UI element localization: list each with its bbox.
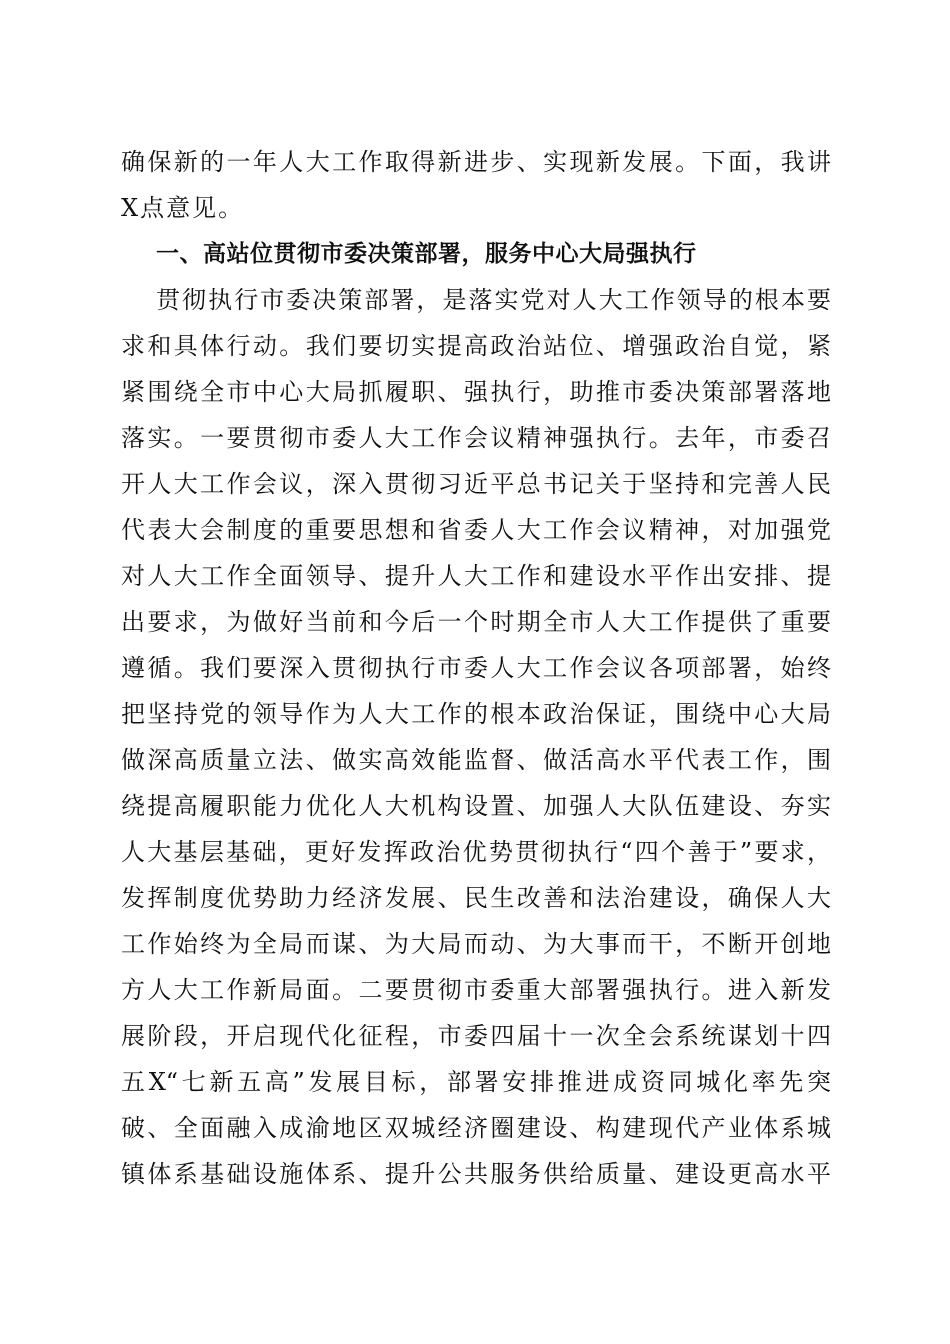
body-text-line: 方人大工作新局面。二要贯彻市委重大部署强执行。进入新发 xyxy=(121,976,831,1004)
body-text-line: X点意见。 xyxy=(121,194,245,222)
body-text-line: 出要求，为做好当前和今后一个时期全市人大工作提供了重要 xyxy=(121,608,831,636)
body-text-line: 破、全面融入成渝地区双城经济圈建设、构建现代产业体系城 xyxy=(121,1114,831,1142)
body-text-line: 对人大工作全面领导、提升人大工作和建设水平作出安排、提 xyxy=(121,562,831,590)
section-heading: 一、高站位贯彻市委决策部署，服务中心大局强执行 xyxy=(156,241,697,267)
body-text-line: 代表大会制度的重要思想和省委人大工作会议精神，对加强党 xyxy=(121,516,831,544)
body-text-line: 把坚持党的领导作为人大工作的根本政治保证，围绕中心大局 xyxy=(121,700,831,728)
body-text-line: 遵循。我们要深入贯彻执行市委人大工作会议各项部署，始终 xyxy=(121,654,831,682)
body-text-line: 工作始终为全局而谋、为大局而动、为大事而干，不断开创地 xyxy=(121,930,831,958)
body-text-line: 紧围绕全市中心大局抓履职、强执行，助推市委决策部署落地 xyxy=(121,378,831,406)
body-text-line: 展阶段，开启现代化征程，市委四届十一次全会系统谋划十四 xyxy=(121,1022,831,1050)
body-text-line: 镇体系基础设施体系、提升公共服务供给质量、建设更高水平 xyxy=(121,1160,831,1188)
body-text-line: 做深高质量立法、做实高效能监督、做活高水平代表工作，围 xyxy=(121,746,831,774)
body-text-line: 人大基层基础，更好发挥政治优势贯彻执行“四个善于”要求， xyxy=(121,838,831,866)
body-text-line: 求和具体行动。我们要切实提高政治站位、增强政治自觉，紧 xyxy=(121,332,831,360)
body-text-line: 开人大工作会议，深入贯彻习近平总书记关于坚持和完善人民 xyxy=(121,470,831,498)
body-text-line: 五X“七新五高”发展目标，部署安排推进成资同城化率先突 xyxy=(121,1068,831,1096)
body-text-line: 落实。一要贯彻市委人大工作会议精神强执行。去年，市委召 xyxy=(121,424,831,452)
body-text-line: 发挥制度优势助力经济发展、民生改善和法治建设，确保人大 xyxy=(121,884,831,912)
body-text-line: 贯彻执行市委决策部署，是落实党对人大工作领导的根本要 xyxy=(156,286,831,314)
body-text-line: 确保新的一年人大工作取得新进步、实现新发展。下面，我讲 xyxy=(121,148,831,176)
body-text-line: 绕提高履职能力优化人大机构设置、加强人大队伍建设、夯实 xyxy=(121,792,831,820)
